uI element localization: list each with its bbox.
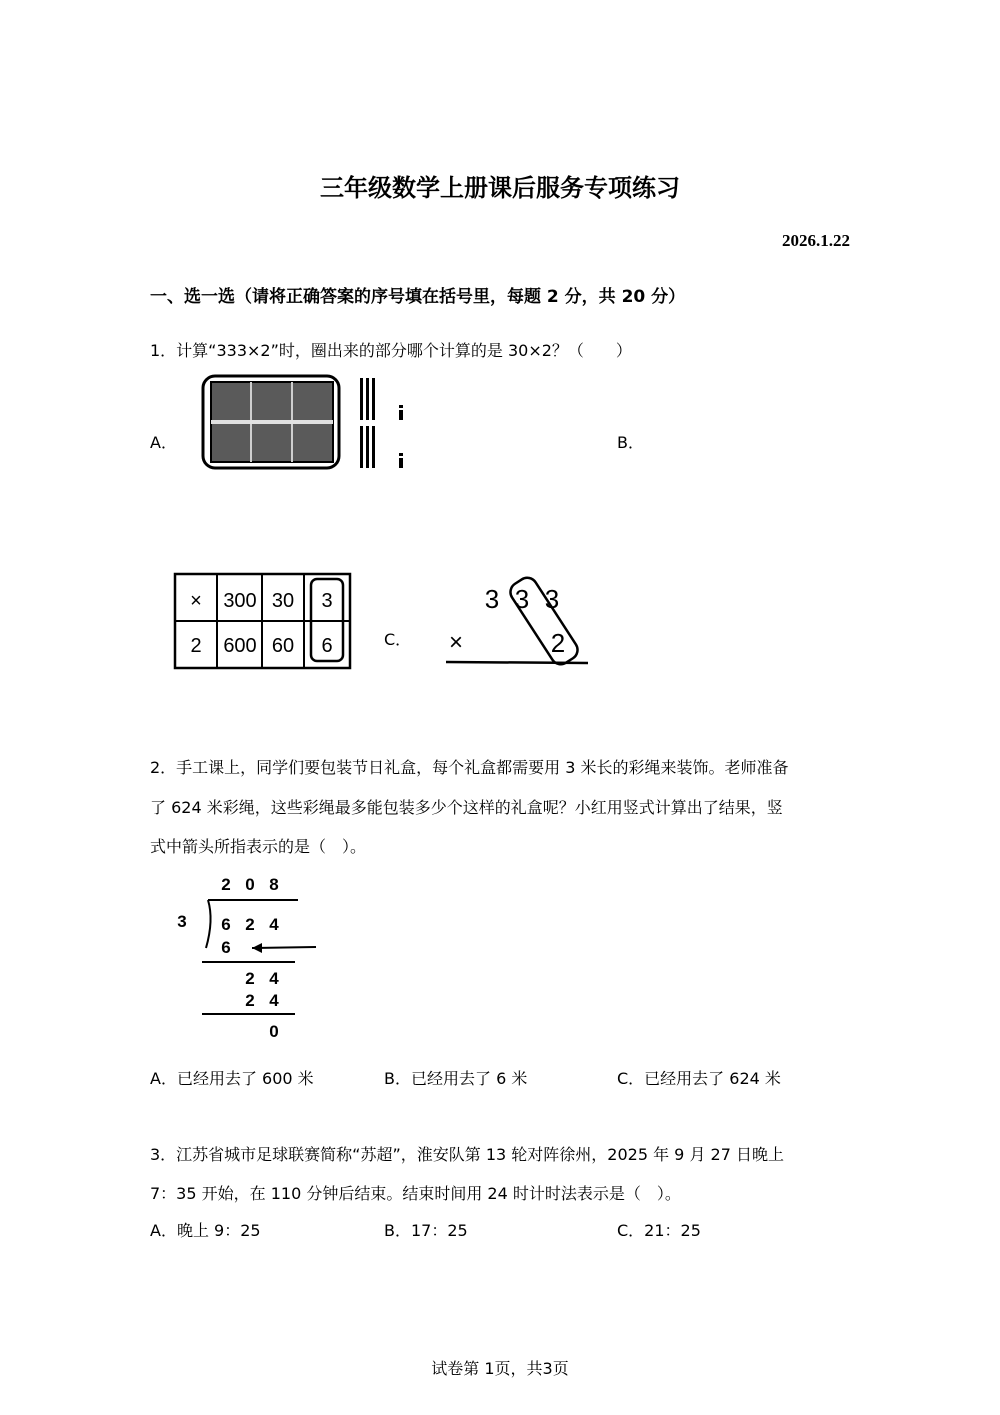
q1-option-c-label: C． [384, 630, 412, 649]
quotient-digit: 0 [245, 875, 255, 894]
table-cell: 3 [321, 590, 333, 612]
quotient-digit: 8 [269, 875, 279, 894]
q3-option-a: A．晚上 9：25 [150, 1221, 261, 1240]
arrow-head-icon [252, 943, 262, 953]
exam-date: 2026.1.22 [782, 231, 850, 250]
step-1-product: 6 [221, 938, 231, 957]
q1-option-b-label: B． [617, 433, 644, 452]
table-cell: × [190, 590, 202, 612]
vertical-digit: 3 [484, 584, 500, 614]
table-cell: 2 [190, 635, 202, 657]
step-2-digit: 4 [269, 991, 279, 1010]
times-sign: × [448, 629, 464, 656]
table-cell: 6 [321, 635, 333, 657]
question-1-text: 1．计算“333×2”时，圈出来的部分哪个计算的是 30×2？（ ） [150, 341, 632, 360]
q1-option-b-table [172, 570, 354, 672]
vertical-multiplier: 2 [550, 628, 566, 658]
step-2-digit: 2 [245, 969, 255, 988]
question-2-line-1: 2．手工课上，同学们要包装节日礼盒，每个礼盒都需要用 3 米长的彩绳来装饰。老师准备 [150, 758, 789, 777]
q2-option-a: A．已经用去了 600 米 [150, 1069, 314, 1088]
step-2-digit: 2 [245, 991, 255, 1010]
dividend-digit: 2 [245, 915, 255, 934]
dividend-digit: 6 [221, 915, 231, 934]
q2-division-figure [170, 870, 330, 1045]
question-3-line-1: 3．江苏省城市足球联赛简称“苏超”，淮安队第 13 轮对阵徐州，2025 年 9 月 27 日晚上 [150, 1145, 784, 1164]
table-cell: 30 [271, 590, 295, 612]
q1-option-a-label: A． [150, 433, 177, 452]
table-cell: 600 [223, 635, 257, 657]
question-3-line-2: 7：35 开始，在 110 分钟后结束。结束时间用 24 时计时法表示是（ ）。 [150, 1184, 681, 1203]
quotient-digit: 2 [221, 875, 231, 894]
remainder: 0 [269, 1022, 279, 1041]
page-footer: 试卷第 1页，共3页 [431, 1359, 569, 1378]
q2-option-c: C．已经用去了 624 米 [617, 1069, 781, 1088]
section-heading: 一、选一选（请将正确答案的序号填在括号里，每题 2 分，共 20 分） [150, 287, 686, 307]
page-title: 三年级数学上册课后服务专项练习 [320, 174, 680, 202]
q2-option-b: B．已经用去了 6 米 [384, 1069, 528, 1088]
vertical-digit: 3 [544, 584, 560, 614]
q1-option-c-figure [440, 570, 595, 670]
q3-option-b: B．17：25 [384, 1221, 468, 1240]
dividend-digit: 4 [269, 915, 279, 934]
step-2-digit: 4 [269, 969, 279, 988]
table-cell: 60 [271, 635, 295, 657]
vertical-digit: 3 [514, 584, 530, 614]
question-2-line-3: 式中箭头所指表示的是（ ）。 [150, 837, 367, 856]
q1-option-a-figure [195, 370, 415, 476]
divisor: 3 [177, 912, 187, 931]
q3-option-c: C．21：25 [617, 1221, 701, 1240]
question-2-line-2: 了 624 米彩绳，这些彩绳最多能包装多少个这样的礼盒呢？小红用竖式计算出了结果，竖 [150, 798, 783, 817]
table-cell: 300 [223, 590, 257, 612]
